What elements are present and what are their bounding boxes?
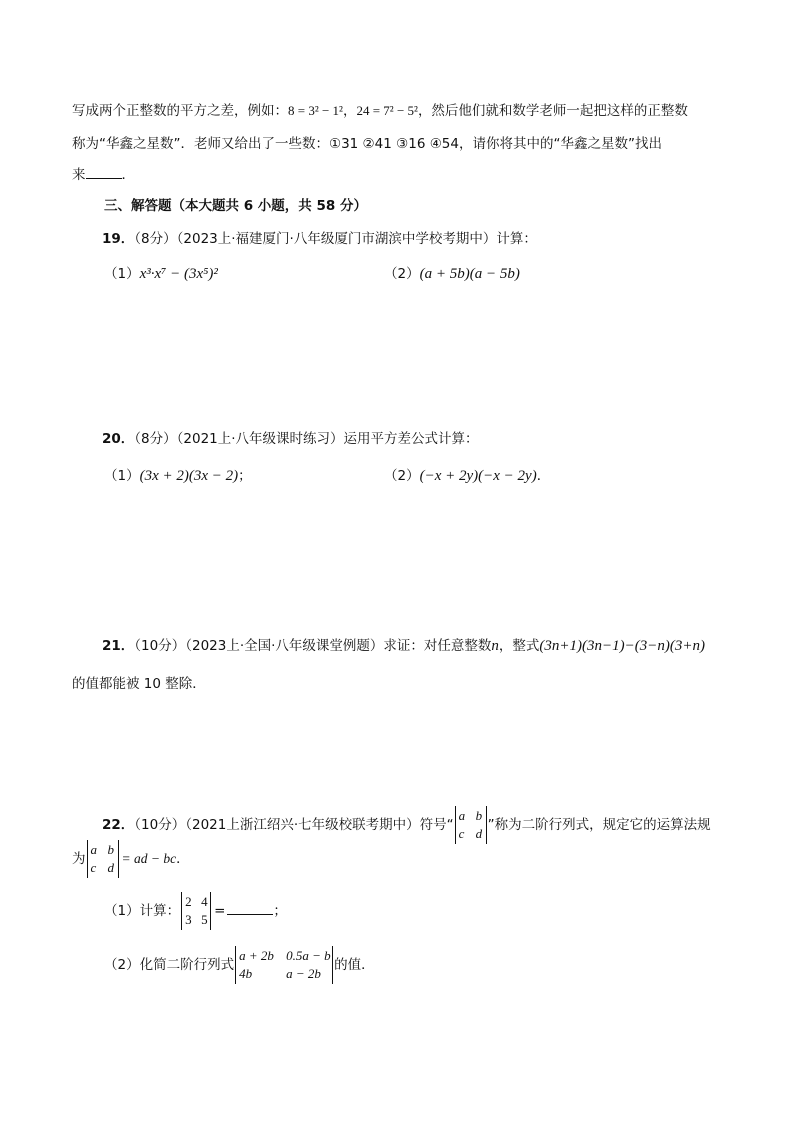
part-label: （2） [384,468,420,484]
intro-comma: ， [342,103,357,119]
intro-line3-prefix: 来 [72,167,86,183]
question-20-part-1 [104,466,252,486]
question-meta: （8分）（2021上·八年级课时练习）运用平方差公式计算： [134,431,479,447]
example-1: 8 = 3² − 1² [288,103,343,118]
variable-n: n [491,638,499,654]
definition-tail: ． [176,851,190,867]
determinant-symbol [454,806,488,844]
answer-blank[interactable] [86,164,122,179]
question-22-definition [72,840,190,878]
question-22-header [102,806,711,844]
question-22-part-2 [104,946,375,984]
part-label: （1） [104,266,140,282]
part-label: （2） [384,266,420,282]
det-c: 3 [185,912,192,927]
det-b: 4 [201,894,208,909]
part-label: （1） [104,468,140,484]
math-expression: (3n+1)(3n−1)−(3−n)(3+n) [539,638,705,654]
det-d: d [475,826,483,841]
question-21-line-2: 的值都能被 10 整除． [72,676,206,692]
det-b: 0.5a − b [286,948,331,963]
section-title: 三、解答题（本大题共 6 小题，共 58 分） [104,198,367,214]
part-tail: 的值． [334,957,375,973]
determinant-left-bar [87,840,88,878]
part-label: （2）化简二阶行列式 [104,957,235,973]
question-meta-tail: ”称为二阶行列式，规定它的运算法规 [487,817,711,833]
intro-line-2: 称为“华鑫之星数”．老师又给出了一些数：①31 ②41 ③16 ④54，请你将其中的“华鑫之星数”找出 [72,136,662,152]
det-d: 5 [201,912,208,927]
intro-line-3 [72,164,135,185]
determinant-right-bar [118,840,119,878]
part-tail: ； [273,903,287,919]
question-meta: （10分）（2021上浙江绍兴·七年级校联考期中）符号“ [134,817,454,833]
determinant-right-bar [486,806,487,844]
question-22-part-1 [104,892,287,930]
det-b: b [107,842,114,857]
determinant-2435 [180,892,212,930]
intro-text: 写成两个正整数的平方之差，例如： [72,103,288,119]
det-a: 2 [185,894,192,909]
determinant-left-bar [235,946,236,984]
answer-blank[interactable] [227,900,273,915]
part-tail: ； [238,468,252,484]
intro-line-1 [72,101,688,121]
question-mid: ，整式 [498,638,540,654]
question-meta: （8分）（2023上·福建厦门·八年级厦门市湖滨中学校考期中）计算： [134,231,537,247]
determinant-right-bar [332,946,333,984]
math-expression: (a + 5b)(a − 5b) [419,266,520,282]
det-d: d [107,860,114,875]
question-20-part-2 [384,466,550,486]
definition-prefix: 为 [72,851,86,867]
question-number: 19． [102,231,135,247]
question-number: 22． [102,817,135,833]
det-a: a [458,808,466,823]
math-expression: (−x + 2y)(−x − 2y) [419,468,537,484]
math-expression: x³·x⁷ − (3x⁵)² [139,266,218,282]
example-2: 24 = 7² − 5² [356,103,418,118]
part-tail: ． [536,468,551,484]
question-number: 20． [102,431,135,447]
det-c: c [90,860,97,875]
determinant-left-bar [181,892,182,930]
det-a: a [90,842,97,857]
intro-line3-suffix: ． [121,167,135,183]
question-19-part-1 [104,264,218,284]
determinant-left-bar [455,806,456,844]
determinant-expression [234,946,334,984]
det-a: a + 2b [239,948,274,963]
part-label: （1）计算： [104,903,181,919]
determinant-right-bar [210,892,211,930]
question-21-header [102,636,705,656]
math-expression: (3x + 2)(3x − 2) [139,468,239,484]
question-20-header [102,429,479,449]
det-c: 4b [239,966,253,981]
question-number: 21． [102,638,135,654]
determinant-symbol [86,840,120,878]
question-19-part-2 [384,264,520,284]
question-meta: （10分）（2023上·全国·八年级课堂例题）求证：对任意整数 [134,638,492,654]
det-c: c [458,826,465,841]
definition-rhs: = ad − bc [121,851,177,866]
equals-sign: = [214,903,226,919]
question-19-header [102,229,537,249]
det-b: b [475,808,483,823]
det-d: a − 2b [286,966,321,981]
intro-tail: ，然后他们就和数学老师一起把这样的正整数 [417,103,688,119]
